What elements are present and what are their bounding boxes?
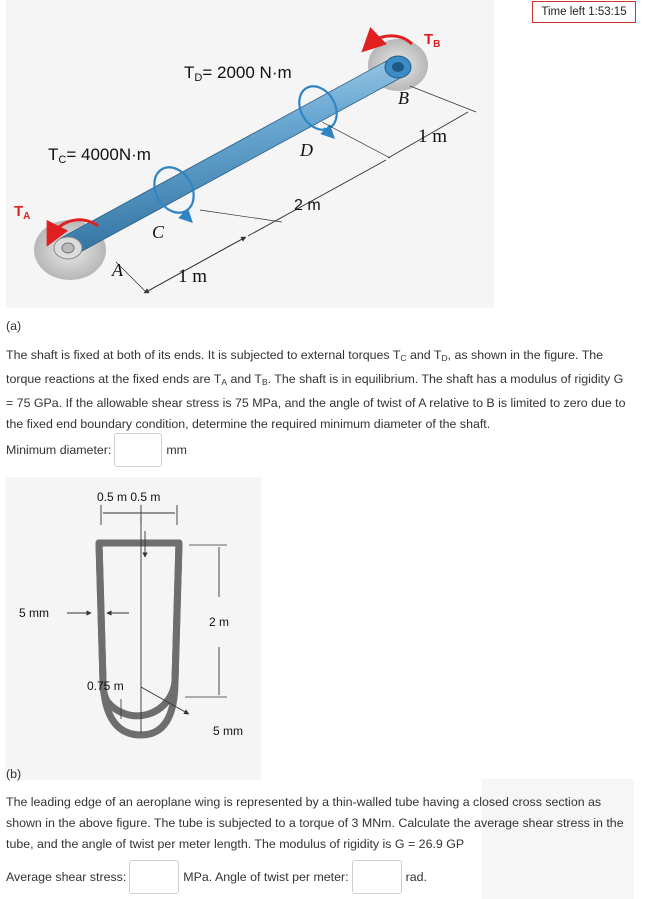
label-radius: 0.75 m bbox=[87, 679, 124, 693]
label-tc: TC= 4000N·m bbox=[48, 145, 151, 166]
label-tb: $T_B$ bbox=[424, 31, 441, 50]
min-diameter-unit: mm bbox=[166, 443, 188, 457]
part-a-question: The shaft is fixed at both of its ends. It is subjected to external torques $T_C$ and $T_D$, as shown in the figure. The torque reactions at the fixed ends are $T_A$ and $T_B$. The shaft is in equilibrium. The shaft has a modulus of rigidity G = 75 GPa. If the allowable shear stress is 75 MPa, and the angle of twist of A relative to B is limited to zero due to the fixed end boundary condition, determine the required minimum diameter of the shaft. bbox=[6, 348, 626, 431]
label-td: TD= 2000 N·m bbox=[184, 63, 292, 84]
label-b: B bbox=[398, 88, 409, 108]
shear-stress-unit: MPa. Angle of twist per meter: bbox=[183, 870, 349, 884]
label-wall-bottom: 5 mm bbox=[213, 724, 243, 738]
dim-label-1m-top: 1 m bbox=[418, 126, 448, 147]
shaft-figure bbox=[6, 0, 494, 308]
label-height: 2 m bbox=[209, 615, 230, 629]
min-diameter-row bbox=[6, 433, 187, 467]
label-ta: $T_A$ bbox=[14, 203, 31, 222]
label-d: D bbox=[300, 140, 313, 160]
wing-section-figure bbox=[5, 477, 261, 780]
label-wall-thickness: 5 mm bbox=[19, 606, 49, 620]
dim-label-2m: 2 m bbox=[294, 197, 321, 214]
label-a: A bbox=[112, 260, 123, 280]
shear-stress-input[interactable] bbox=[129, 860, 179, 894]
part-a-tag: (a) bbox=[6, 319, 22, 333]
label-top-dims: 0.5 m 0.5 m bbox=[97, 490, 161, 504]
dim-label-1m-bottom: 1 m bbox=[178, 266, 208, 287]
label-c: C bbox=[152, 222, 165, 242]
part-b-question: The leading edge of an aeroplane wing is represented by a thin-walled tube having a closed cross section as shown in the above figure. The tube is subjected to a torque of 3 MNm. Calculate the average shear stress in the tube, and the angle of twist per meter length. The modulus of rigidity is G = 26.9 GP bbox=[6, 795, 624, 851]
min-diameter-label: Minimum diameter: bbox=[6, 443, 112, 457]
twist-angle-input[interactable] bbox=[352, 860, 402, 894]
twist-angle-unit: rad. bbox=[405, 870, 427, 884]
part-b-tag: (b) bbox=[6, 767, 22, 781]
time-left-timer: Time left 1:53:15 bbox=[532, 1, 636, 23]
shear-stress-label: Average shear stress: bbox=[6, 870, 127, 884]
answer-row-b bbox=[6, 860, 427, 894]
min-diameter-input[interactable] bbox=[114, 433, 162, 467]
